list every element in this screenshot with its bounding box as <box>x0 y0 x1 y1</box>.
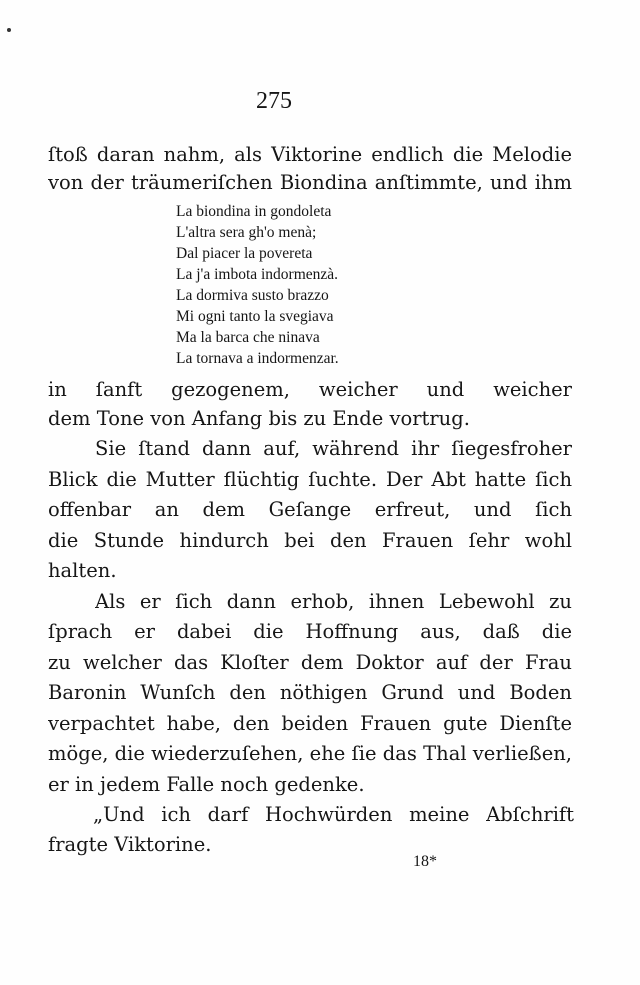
signature-mark: 18* <box>413 853 437 870</box>
text-line: Blick die Mutter flüchtig ſuchte. Der Abt hatte ſich <box>48 468 572 491</box>
text-line: ſprach er dabei die Hoffnung aus, daß die <box>48 620 572 643</box>
poem-line: La dormiva susto brazzo <box>176 287 329 304</box>
poem-line: Ma la barca che ninava <box>176 329 320 346</box>
page-number: 275 <box>256 88 292 114</box>
poem-line: L'altra sera gh'o menà; <box>176 224 317 241</box>
poem-line: La j'a imbota indormenzà. <box>176 266 339 283</box>
text-line: fragte Viktorine. <box>48 833 212 856</box>
poem-line: La biondina in gondoleta <box>176 203 332 220</box>
text-line: die Stunde hindurch bei den Frauen ſehr wohl <box>48 529 572 552</box>
paragraph-start: Sie ſtand dann auf, während ihr ſiegesfroher <box>95 437 572 460</box>
text-line: er in jedem Falle noch gedenke. <box>48 773 365 796</box>
text-line: Baronin Wunſch den nöthigen Grund und Boden <box>48 681 572 704</box>
paragraph-start: „Und ich darf Hochwürden meine Abſchrift <box>93 803 574 826</box>
text-line: halten. <box>48 559 117 582</box>
text-line: ſtoß daran nahm, als Viktorine endlich die Melodie <box>48 143 572 166</box>
text-line: offenbar an dem Geſange erfreut, und ſich <box>48 498 572 521</box>
text-line: von der träumeriſchen Biondina anſtimmte, und ihm <box>48 171 572 194</box>
text-line: möge, die wiederzuſehen, ehe ſie das Thal verließen, <box>48 742 572 765</box>
poem-line: La tornava a indormenzar. <box>176 350 339 367</box>
text-line: zu welcher das Kloſter dem Doktor auf der Frau <box>48 651 572 674</box>
text-line: in ſanft gezogenem, weicher und weicher <box>48 378 572 401</box>
scan-speck <box>7 28 11 32</box>
paragraph-start: Als er ſich dann erhob, ihnen Lebewohl zu <box>95 590 572 613</box>
poem-line: Dal piacer la povereta <box>176 245 313 262</box>
text-line: verpachtet habe, den beiden Frauen gute Dienſte <box>48 712 572 735</box>
poem-line: Mi ogni tanto la svegiava <box>176 308 334 325</box>
text-line: dem Tone von Anfang bis zu Ende vortrug. <box>48 407 470 430</box>
